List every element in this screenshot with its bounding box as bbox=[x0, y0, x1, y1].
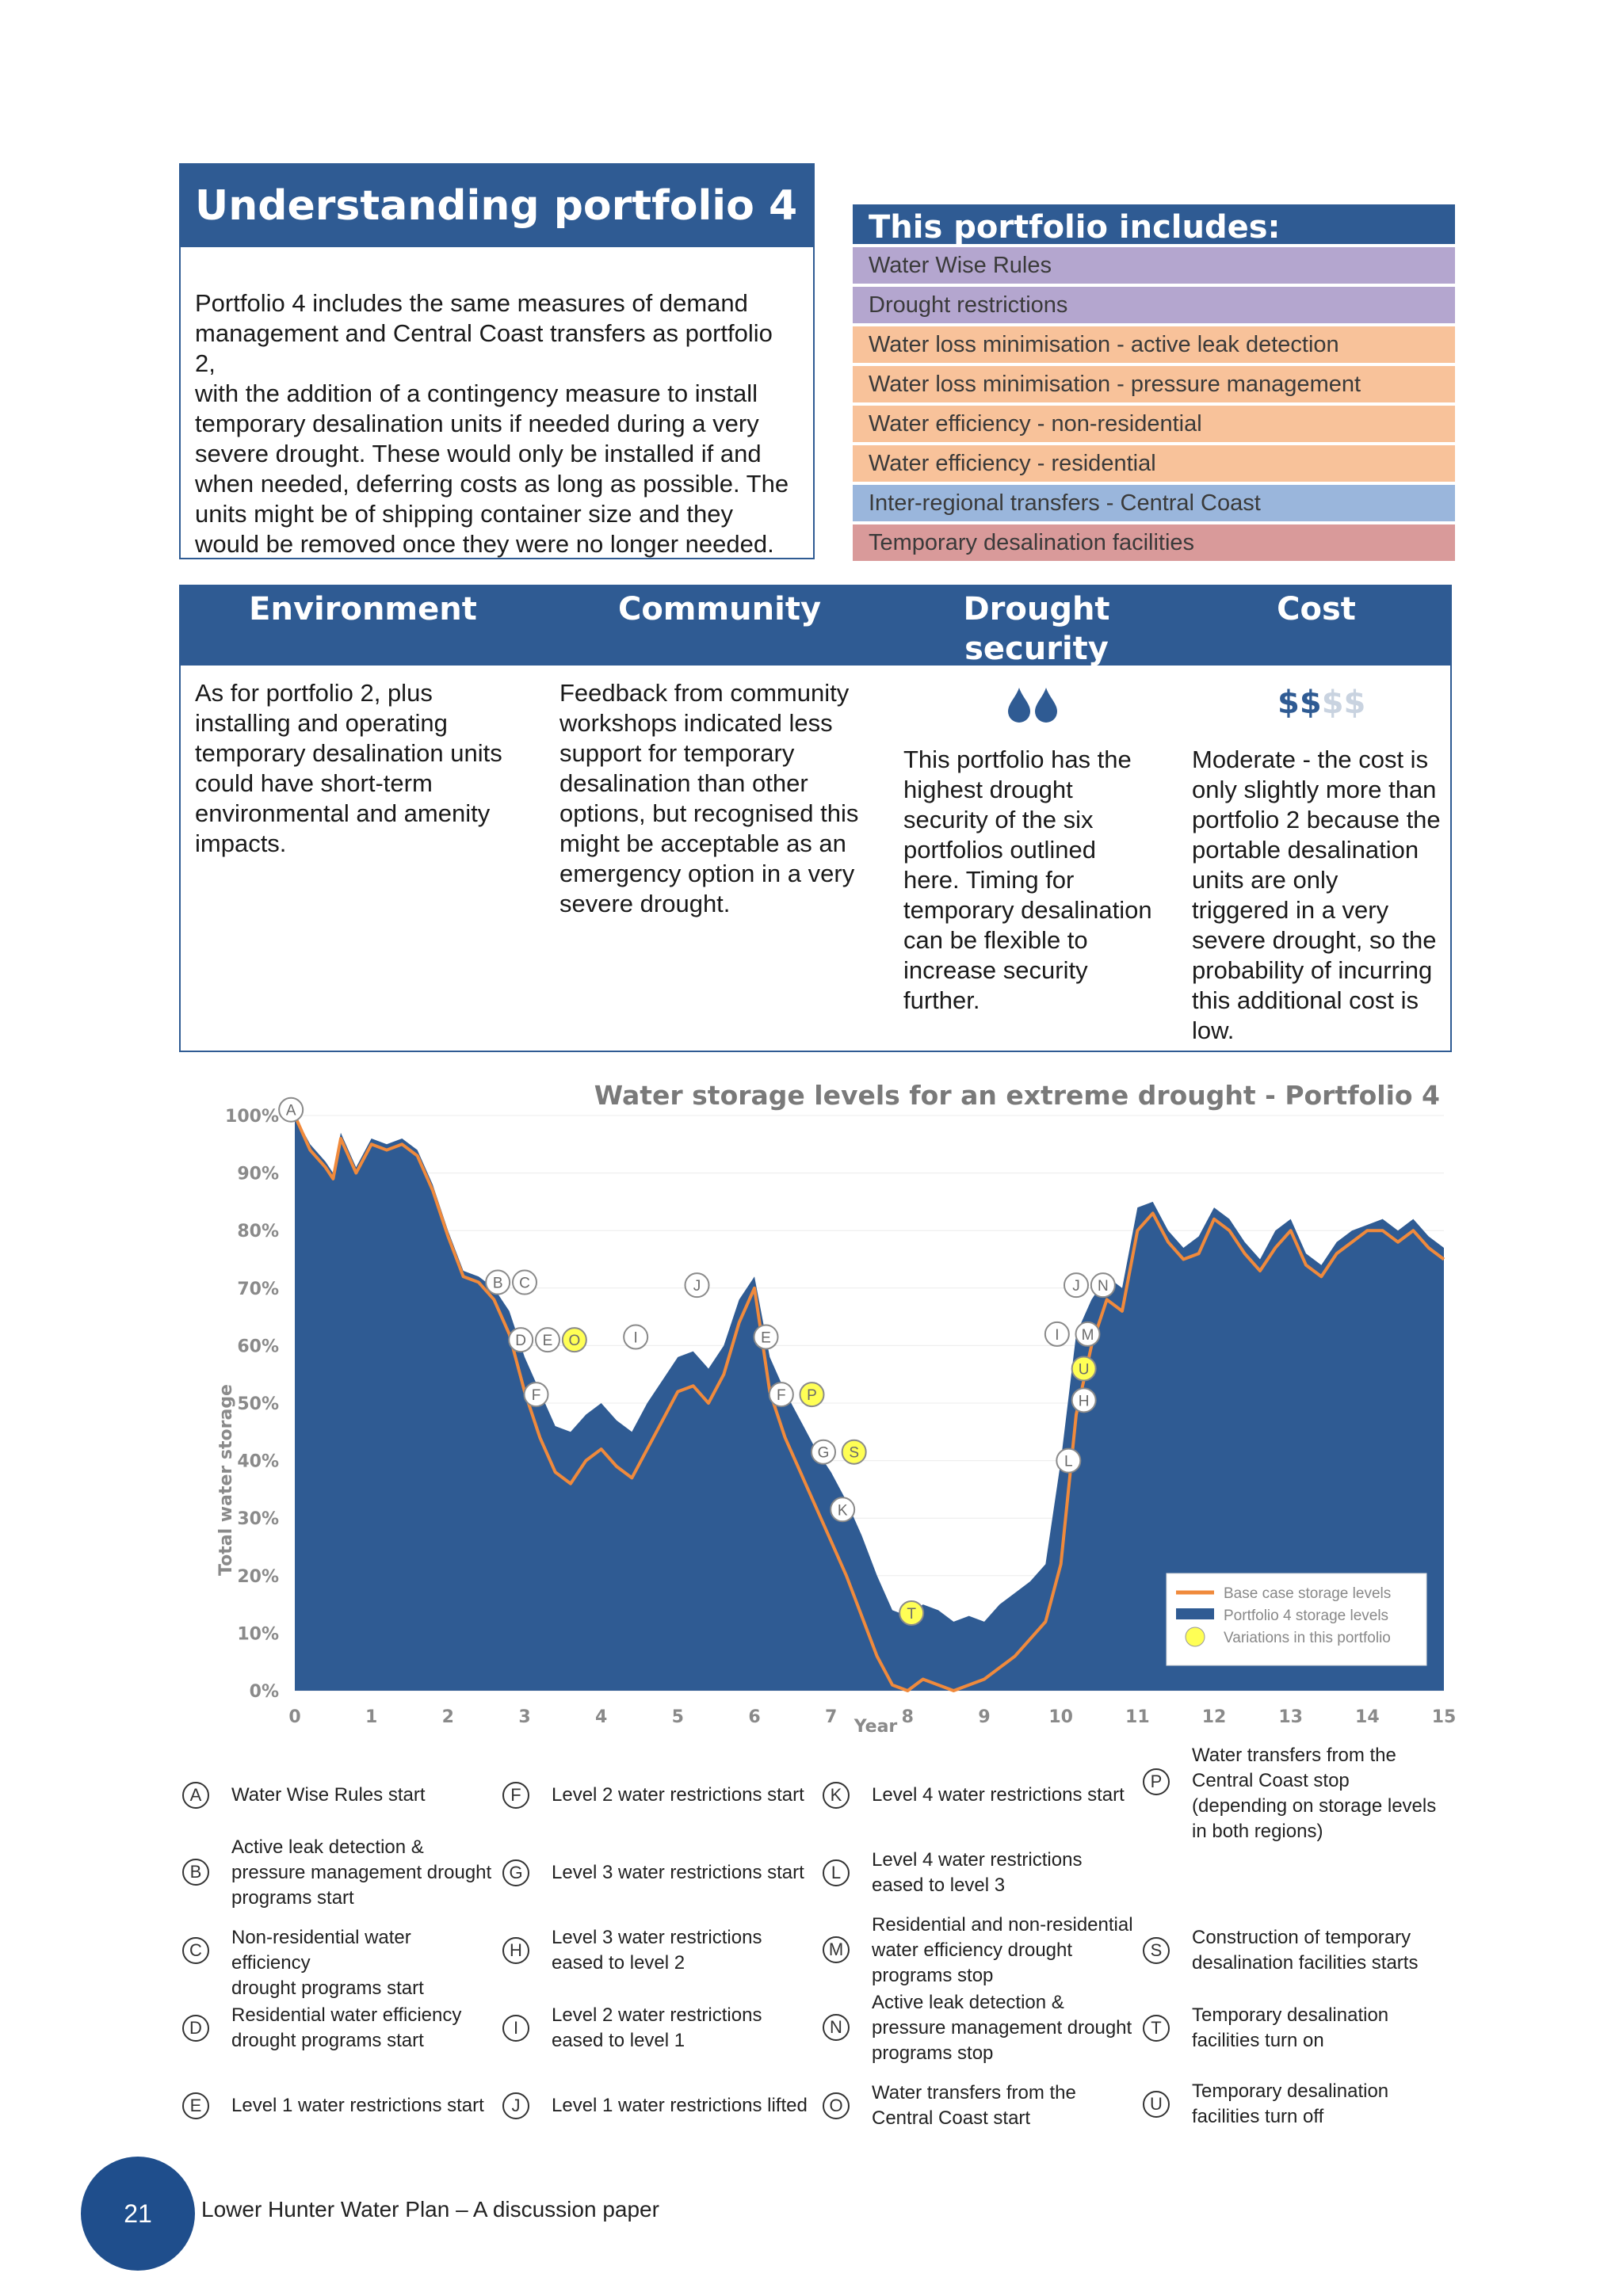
drought-line: further. bbox=[903, 986, 980, 1014]
legend-text bbox=[1192, 1743, 1453, 1844]
legend-text bbox=[552, 1925, 813, 1976]
cost-line: units are only bbox=[1192, 866, 1338, 894]
marker-h bbox=[1072, 1388, 1096, 1412]
legend-marker-icon: N bbox=[823, 2014, 850, 2041]
marker-letter: J bbox=[693, 1278, 701, 1295]
y-tick-label: 90% bbox=[237, 1164, 279, 1184]
marker-legend bbox=[179, 1745, 1463, 2133]
marker-letter: D bbox=[515, 1333, 527, 1350]
marker-n bbox=[1091, 1273, 1115, 1297]
marker-letter: P bbox=[807, 1387, 817, 1405]
marker-letter: E bbox=[761, 1329, 771, 1347]
chart-legend bbox=[1167, 1573, 1426, 1665]
marker-d bbox=[509, 1328, 533, 1352]
dollar-icon: $ bbox=[1321, 685, 1344, 721]
legend-text-line: eased to level 2 bbox=[552, 1952, 685, 1974]
marker-t bbox=[899, 1601, 923, 1625]
legend-text-line: Non-residential water efficiency bbox=[231, 1927, 411, 1974]
legend-text-line: (depending on storage levels bbox=[1192, 1795, 1437, 1817]
legend-text bbox=[231, 1783, 493, 1808]
x-tick-label: 12 bbox=[1201, 1707, 1227, 1727]
legend-text-line: Residential water efficiency bbox=[231, 2004, 462, 2026]
drought-line: highest drought bbox=[903, 776, 1073, 803]
x-tick-label: 10 bbox=[1048, 1707, 1073, 1727]
environment-line: environmental and amenity bbox=[195, 799, 491, 827]
marker-g bbox=[812, 1440, 835, 1464]
understanding-line: temporary desalination units if needed during a very bbox=[195, 410, 759, 437]
legend-marker-icon: K bbox=[823, 1782, 850, 1809]
marker-u bbox=[1072, 1356, 1096, 1380]
x-tick-label: 6 bbox=[748, 1707, 761, 1727]
marker-f bbox=[769, 1383, 793, 1406]
legend-marker-icon: C bbox=[182, 1937, 209, 1964]
legend-text bbox=[552, 1860, 813, 1886]
legend-item-a bbox=[179, 1757, 496, 1833]
environment-line: installing and operating bbox=[195, 709, 448, 737]
legend-portfolio-label: Portfolio 4 storage levels bbox=[1224, 1608, 1389, 1624]
community-line: severe drought. bbox=[559, 890, 731, 917]
includes-rows bbox=[853, 247, 1455, 561]
legend-marker-icon: T bbox=[1143, 2015, 1170, 2042]
marker-e bbox=[754, 1325, 778, 1349]
legend-text-line: drought programs start bbox=[231, 1978, 424, 1999]
legend-text-line: Active leak detection & bbox=[231, 1836, 424, 1858]
environment-line: impacts. bbox=[195, 830, 287, 857]
y-axis-label: Total water storage bbox=[216, 1384, 236, 1576]
marker-letter: K bbox=[837, 1502, 848, 1520]
includes-item: Water efficiency - non-residential bbox=[853, 406, 1455, 442]
cost-line: this additional cost is bbox=[1192, 986, 1419, 1014]
marker-a bbox=[279, 1098, 303, 1122]
marker-f bbox=[525, 1383, 548, 1406]
understanding-title: Understanding portfolio 4 bbox=[181, 165, 813, 247]
marker-letter: J bbox=[1072, 1278, 1080, 1295]
y-tick-label: 100% bbox=[225, 1107, 279, 1127]
legend-text-line: desalination facilities starts bbox=[1192, 1952, 1419, 1974]
marker-m bbox=[1076, 1322, 1100, 1346]
cost-line: portfolio 2 because the bbox=[1192, 806, 1441, 833]
legend-item-e bbox=[179, 2068, 496, 2144]
marker-j bbox=[1064, 1273, 1088, 1297]
y-tick-label: 50% bbox=[237, 1394, 279, 1414]
legend-marker-icon: I bbox=[502, 2015, 529, 2042]
community-line: might be acceptable as an bbox=[559, 830, 846, 857]
drought-line: This portfolio has the bbox=[903, 746, 1132, 773]
community-line: desalination than other bbox=[559, 769, 808, 797]
y-tick-label: 30% bbox=[237, 1509, 279, 1530]
legend-text bbox=[552, 1783, 813, 1808]
chart-svg bbox=[208, 1068, 1472, 1749]
legend-text bbox=[872, 1913, 1133, 1989]
includes-item: Water loss minimisation - pressure management bbox=[853, 366, 1455, 402]
community-line: emergency option in a very bbox=[559, 860, 855, 887]
legend-marker-icon: E bbox=[182, 2092, 209, 2119]
legend-item-k bbox=[819, 1757, 1136, 1833]
legend-item-m bbox=[819, 1913, 1136, 1989]
legend-item-l bbox=[819, 1835, 1136, 1911]
legend-marker-icon: J bbox=[502, 2092, 529, 2119]
legend-text-line: Water transfers from the bbox=[872, 2082, 1076, 2103]
legend-text bbox=[231, 1835, 493, 1911]
marker-letter: L bbox=[1064, 1453, 1073, 1470]
marker-letter: F bbox=[777, 1387, 786, 1405]
legend-text-line: Temporary desalination bbox=[1192, 2004, 1389, 2026]
x-tick-label: 2 bbox=[441, 1707, 454, 1727]
y-tick-label: 80% bbox=[237, 1222, 279, 1242]
legend-marker-icon: U bbox=[1143, 2091, 1170, 2118]
x-tick-label: 8 bbox=[901, 1707, 914, 1727]
environment-line: As for portfolio 2, plus bbox=[195, 679, 433, 707]
marker-e bbox=[536, 1328, 559, 1352]
legend-item-i bbox=[499, 1990, 816, 2066]
legend-text-line: facilities turn on bbox=[1192, 2030, 1324, 2051]
environment-line: could have short-term bbox=[195, 769, 433, 797]
cost-line: low. bbox=[1192, 1016, 1235, 1044]
legend-marker-icon: G bbox=[502, 1859, 529, 1886]
legend-text bbox=[872, 1848, 1133, 1898]
y-tick-label: 10% bbox=[237, 1624, 279, 1645]
legend-text bbox=[872, 2081, 1133, 2131]
marker-letter: T bbox=[907, 1605, 916, 1623]
marker-k bbox=[831, 1497, 854, 1521]
includes-item: Water Wise Rules bbox=[853, 247, 1455, 284]
y-tick-label: 60% bbox=[237, 1337, 279, 1357]
marker-letter: C bbox=[519, 1275, 530, 1292]
x-tick-label: 3 bbox=[518, 1707, 531, 1727]
understanding-body bbox=[181, 247, 813, 559]
legend-text-line: Level 2 water restrictions bbox=[552, 2004, 762, 2026]
marker-letter: O bbox=[568, 1333, 581, 1350]
legend-text-line: in both regions) bbox=[1192, 1821, 1323, 1842]
community-text bbox=[559, 678, 892, 919]
legend-marker-icon: D bbox=[182, 2015, 209, 2042]
legend-text-line: Central Coast start bbox=[872, 2107, 1031, 2129]
y-tick-label: 0% bbox=[249, 1682, 279, 1702]
header-cost: Cost bbox=[1277, 591, 1356, 627]
legend-text-line: Active leak detection & bbox=[872, 1992, 1064, 2013]
cost-line: Moderate - the cost is bbox=[1192, 746, 1429, 773]
cost-line: portable desalination bbox=[1192, 836, 1419, 864]
legend-marker-icon: H bbox=[502, 1937, 529, 1964]
legend-variation-label: Variations in this portfolio bbox=[1224, 1630, 1391, 1646]
cost-rating bbox=[1277, 683, 1388, 723]
includes-title: This portfolio includes: bbox=[853, 204, 1455, 244]
includes-item: Water loss minimisation - active leak detection bbox=[853, 326, 1455, 363]
legend-item-t bbox=[1140, 1990, 1457, 2066]
understanding-box bbox=[179, 163, 815, 559]
legend-item-p bbox=[1140, 1745, 1457, 1842]
legend-item-h bbox=[499, 1913, 816, 1989]
drought-line: increase security bbox=[903, 956, 1088, 984]
community-line: Feedback from community bbox=[559, 679, 850, 707]
x-tick-label: 7 bbox=[825, 1707, 838, 1727]
criteria-header-row bbox=[181, 586, 1450, 666]
understanding-line: Portfolio 4 includes the same measures of demand bbox=[195, 289, 748, 317]
x-tick-label: 15 bbox=[1431, 1707, 1457, 1727]
legend-text-line: programs start bbox=[231, 1887, 354, 1909]
legend-text-line: Level 2 water restrictions start bbox=[552, 1784, 804, 1806]
header-drought-security bbox=[894, 586, 1179, 669]
marker-j bbox=[685, 1273, 709, 1297]
marker-letter: I bbox=[633, 1329, 638, 1347]
legend-text-line: Level 3 water restrictions start bbox=[552, 1862, 804, 1883]
marker-letter: H bbox=[1078, 1393, 1090, 1410]
marker-letter: B bbox=[492, 1275, 503, 1292]
legend-marker-icon: M bbox=[823, 1936, 850, 1963]
legend-marker-icon: B bbox=[182, 1859, 209, 1886]
marker-letter: U bbox=[1078, 1361, 1090, 1379]
dollar-icon: $ bbox=[1343, 685, 1366, 721]
legend-text bbox=[1192, 2003, 1453, 2054]
footer-title: Lower Hunter Water Plan – A discussion paper bbox=[201, 2197, 659, 2222]
understanding-line: when needed, deferring costs as long as possible. The bbox=[195, 470, 789, 498]
legend-item-d bbox=[179, 1990, 496, 2066]
environment-text bbox=[195, 678, 544, 859]
legend-text-line: eased to level 3 bbox=[872, 1875, 1006, 1896]
legend-text-line: Water Wise Rules start bbox=[231, 1784, 426, 1806]
legend-text-line: pressure management drought bbox=[872, 2017, 1132, 2039]
legend-variation-swatch bbox=[1186, 1627, 1205, 1646]
community-line: options, but recognised this bbox=[559, 799, 859, 827]
legend-item-n bbox=[819, 1990, 1136, 2066]
drought-line: can be flexible to bbox=[903, 926, 1088, 954]
marker-letter: S bbox=[849, 1444, 860, 1462]
cost-line: probability of incurring bbox=[1192, 956, 1433, 984]
legend-text bbox=[552, 2003, 813, 2054]
marker-b bbox=[486, 1271, 510, 1295]
legend-text-line: facilities turn off bbox=[1192, 2106, 1324, 2127]
legend-text bbox=[231, 2093, 493, 2119]
legend-text-line: programs stop bbox=[872, 1965, 994, 1986]
marker-letter: A bbox=[285, 1102, 296, 1119]
legend-text bbox=[1192, 2079, 1453, 2130]
y-tick-label: 20% bbox=[237, 1566, 279, 1587]
marker-l bbox=[1056, 1449, 1080, 1473]
x-axis-label: Year bbox=[854, 1717, 898, 1737]
legend-marker-icon: A bbox=[182, 1782, 209, 1809]
legend-text-line: Water transfers from the bbox=[1192, 1745, 1396, 1766]
understanding-line: severe drought. These would only be installed if and bbox=[195, 440, 762, 467]
marker-letter: M bbox=[1081, 1326, 1094, 1344]
legend-base-label: Base case storage levels bbox=[1224, 1585, 1392, 1602]
includes-item: Drought restrictions bbox=[853, 287, 1455, 323]
legend-item-b bbox=[179, 1835, 496, 1911]
drought-text bbox=[903, 745, 1173, 1016]
includes-item: Temporary desalination facilities bbox=[853, 524, 1455, 561]
legend-item-c bbox=[179, 1913, 496, 1999]
marker-i bbox=[1045, 1322, 1069, 1346]
legend-item-j bbox=[499, 2068, 816, 2144]
x-tick-label: 9 bbox=[978, 1707, 991, 1727]
cost-line: triggered in a very bbox=[1192, 896, 1389, 924]
dollar-icon: $ bbox=[1299, 685, 1322, 721]
legend-marker-icon: L bbox=[823, 1859, 850, 1886]
legend-text-line: Level 1 water restrictions start bbox=[231, 2095, 484, 2116]
header-drought-line: Drought bbox=[963, 591, 1110, 627]
includes-item: Inter-regional transfers - Central Coast bbox=[853, 485, 1455, 521]
header-community: Community bbox=[617, 591, 822, 627]
understanding-line: would be removed once they were no longer needed. bbox=[195, 530, 774, 558]
marker-c bbox=[513, 1271, 537, 1295]
y-tick-label: 40% bbox=[237, 1451, 279, 1472]
community-line: workshops indicated less bbox=[559, 709, 833, 737]
x-tick-label: 4 bbox=[595, 1707, 608, 1727]
header-drought-line: security bbox=[964, 631, 1109, 667]
marker-letter: I bbox=[1055, 1326, 1060, 1344]
legend-text-line: pressure management drought bbox=[231, 1862, 492, 1883]
legend-text-line: programs stop bbox=[872, 2042, 994, 2064]
legend-marker-icon: S bbox=[1143, 1937, 1170, 1964]
marker-letter: G bbox=[817, 1444, 830, 1462]
drought-line: security of the six bbox=[903, 806, 1094, 833]
legend-text-line: Level 4 water restrictions start bbox=[872, 1784, 1125, 1806]
x-tick-label: 1 bbox=[365, 1707, 378, 1727]
community-line: support for temporary bbox=[559, 739, 795, 767]
legend-text bbox=[872, 1990, 1133, 2066]
x-tick-label: 0 bbox=[288, 1707, 301, 1727]
x-tick-label: 5 bbox=[671, 1707, 684, 1727]
x-tick-label: 11 bbox=[1125, 1707, 1150, 1727]
legend-marker-icon: F bbox=[502, 1782, 529, 1809]
marker-s bbox=[842, 1440, 866, 1464]
legend-text-line: Residential and non-residential bbox=[872, 1914, 1133, 1936]
environment-line: temporary desalination units bbox=[195, 739, 502, 767]
legend-text-line: drought programs start bbox=[231, 2030, 424, 2051]
dollar-icon: $ bbox=[1277, 685, 1300, 721]
legend-text bbox=[872, 1783, 1133, 1808]
storage-chart bbox=[208, 1068, 1472, 1749]
understanding-line: units might be of shipping container size and they bbox=[195, 500, 733, 528]
legend-portfolio-swatch bbox=[1176, 1608, 1214, 1619]
understanding-line: management and Central Coast transfers as portfolio 2, bbox=[195, 319, 773, 377]
header-environment: Environment bbox=[249, 591, 477, 627]
drought-line: temporary desalination bbox=[903, 896, 1152, 924]
legend-text-line: Level 4 water restrictions bbox=[872, 1849, 1083, 1871]
marker-p bbox=[800, 1383, 824, 1406]
includes-item: Water efficiency - residential bbox=[853, 445, 1455, 482]
drought-line: portfolios outlined bbox=[903, 836, 1096, 864]
marker-o bbox=[563, 1328, 586, 1352]
y-tick-label: 70% bbox=[237, 1279, 279, 1299]
page-number: 21 bbox=[81, 2157, 195, 2271]
marker-letter: N bbox=[1097, 1278, 1109, 1295]
legend-text bbox=[231, 2003, 493, 2054]
x-tick-label: 14 bbox=[1355, 1707, 1380, 1727]
chart-title: Water storage levels for an extreme drought - Portfolio 4 bbox=[594, 1080, 1440, 1111]
marker-letter: F bbox=[531, 1387, 541, 1405]
legend-text bbox=[1192, 1925, 1453, 1976]
legend-text-line: Level 3 water restrictions bbox=[552, 1927, 762, 1948]
legend-item-o bbox=[819, 2068, 1136, 2144]
cost-line: only slightly more than bbox=[1192, 776, 1437, 803]
x-tick-label: 13 bbox=[1278, 1707, 1303, 1727]
legend-text bbox=[552, 2093, 813, 2119]
includes-list bbox=[853, 204, 1455, 561]
legend-text-line: eased to level 1 bbox=[552, 2030, 685, 2051]
legend-item-u bbox=[1140, 2066, 1457, 2142]
legend-item-g bbox=[499, 1835, 816, 1911]
drought-rating bbox=[1005, 685, 1076, 724]
legend-item-f bbox=[499, 1757, 816, 1833]
water-drop-icon bbox=[1005, 685, 1076, 724]
legend-text-line: Construction of temporary bbox=[1192, 1927, 1411, 1948]
legend-item-s bbox=[1140, 1913, 1457, 1989]
legend-marker-icon: P bbox=[1143, 1768, 1170, 1795]
legend-text-line: Level 1 water restrictions lifted bbox=[552, 2095, 808, 2116]
cost-line: severe drought, so the bbox=[1192, 926, 1437, 954]
marker-i bbox=[624, 1325, 647, 1349]
legend-marker-icon: O bbox=[823, 2092, 850, 2119]
criteria-table bbox=[179, 585, 1452, 1052]
cost-text bbox=[1192, 745, 1445, 1046]
marker-letter: E bbox=[542, 1333, 553, 1350]
legend-text-line: water efficiency drought bbox=[872, 1939, 1073, 1961]
legend-text-line: Central Coast stop bbox=[1192, 1770, 1350, 1791]
legend-text-line: Temporary desalination bbox=[1192, 2081, 1389, 2102]
understanding-line: with the addition of a contingency measure to install bbox=[195, 379, 758, 407]
drought-line: here. Timing for bbox=[903, 866, 1075, 894]
